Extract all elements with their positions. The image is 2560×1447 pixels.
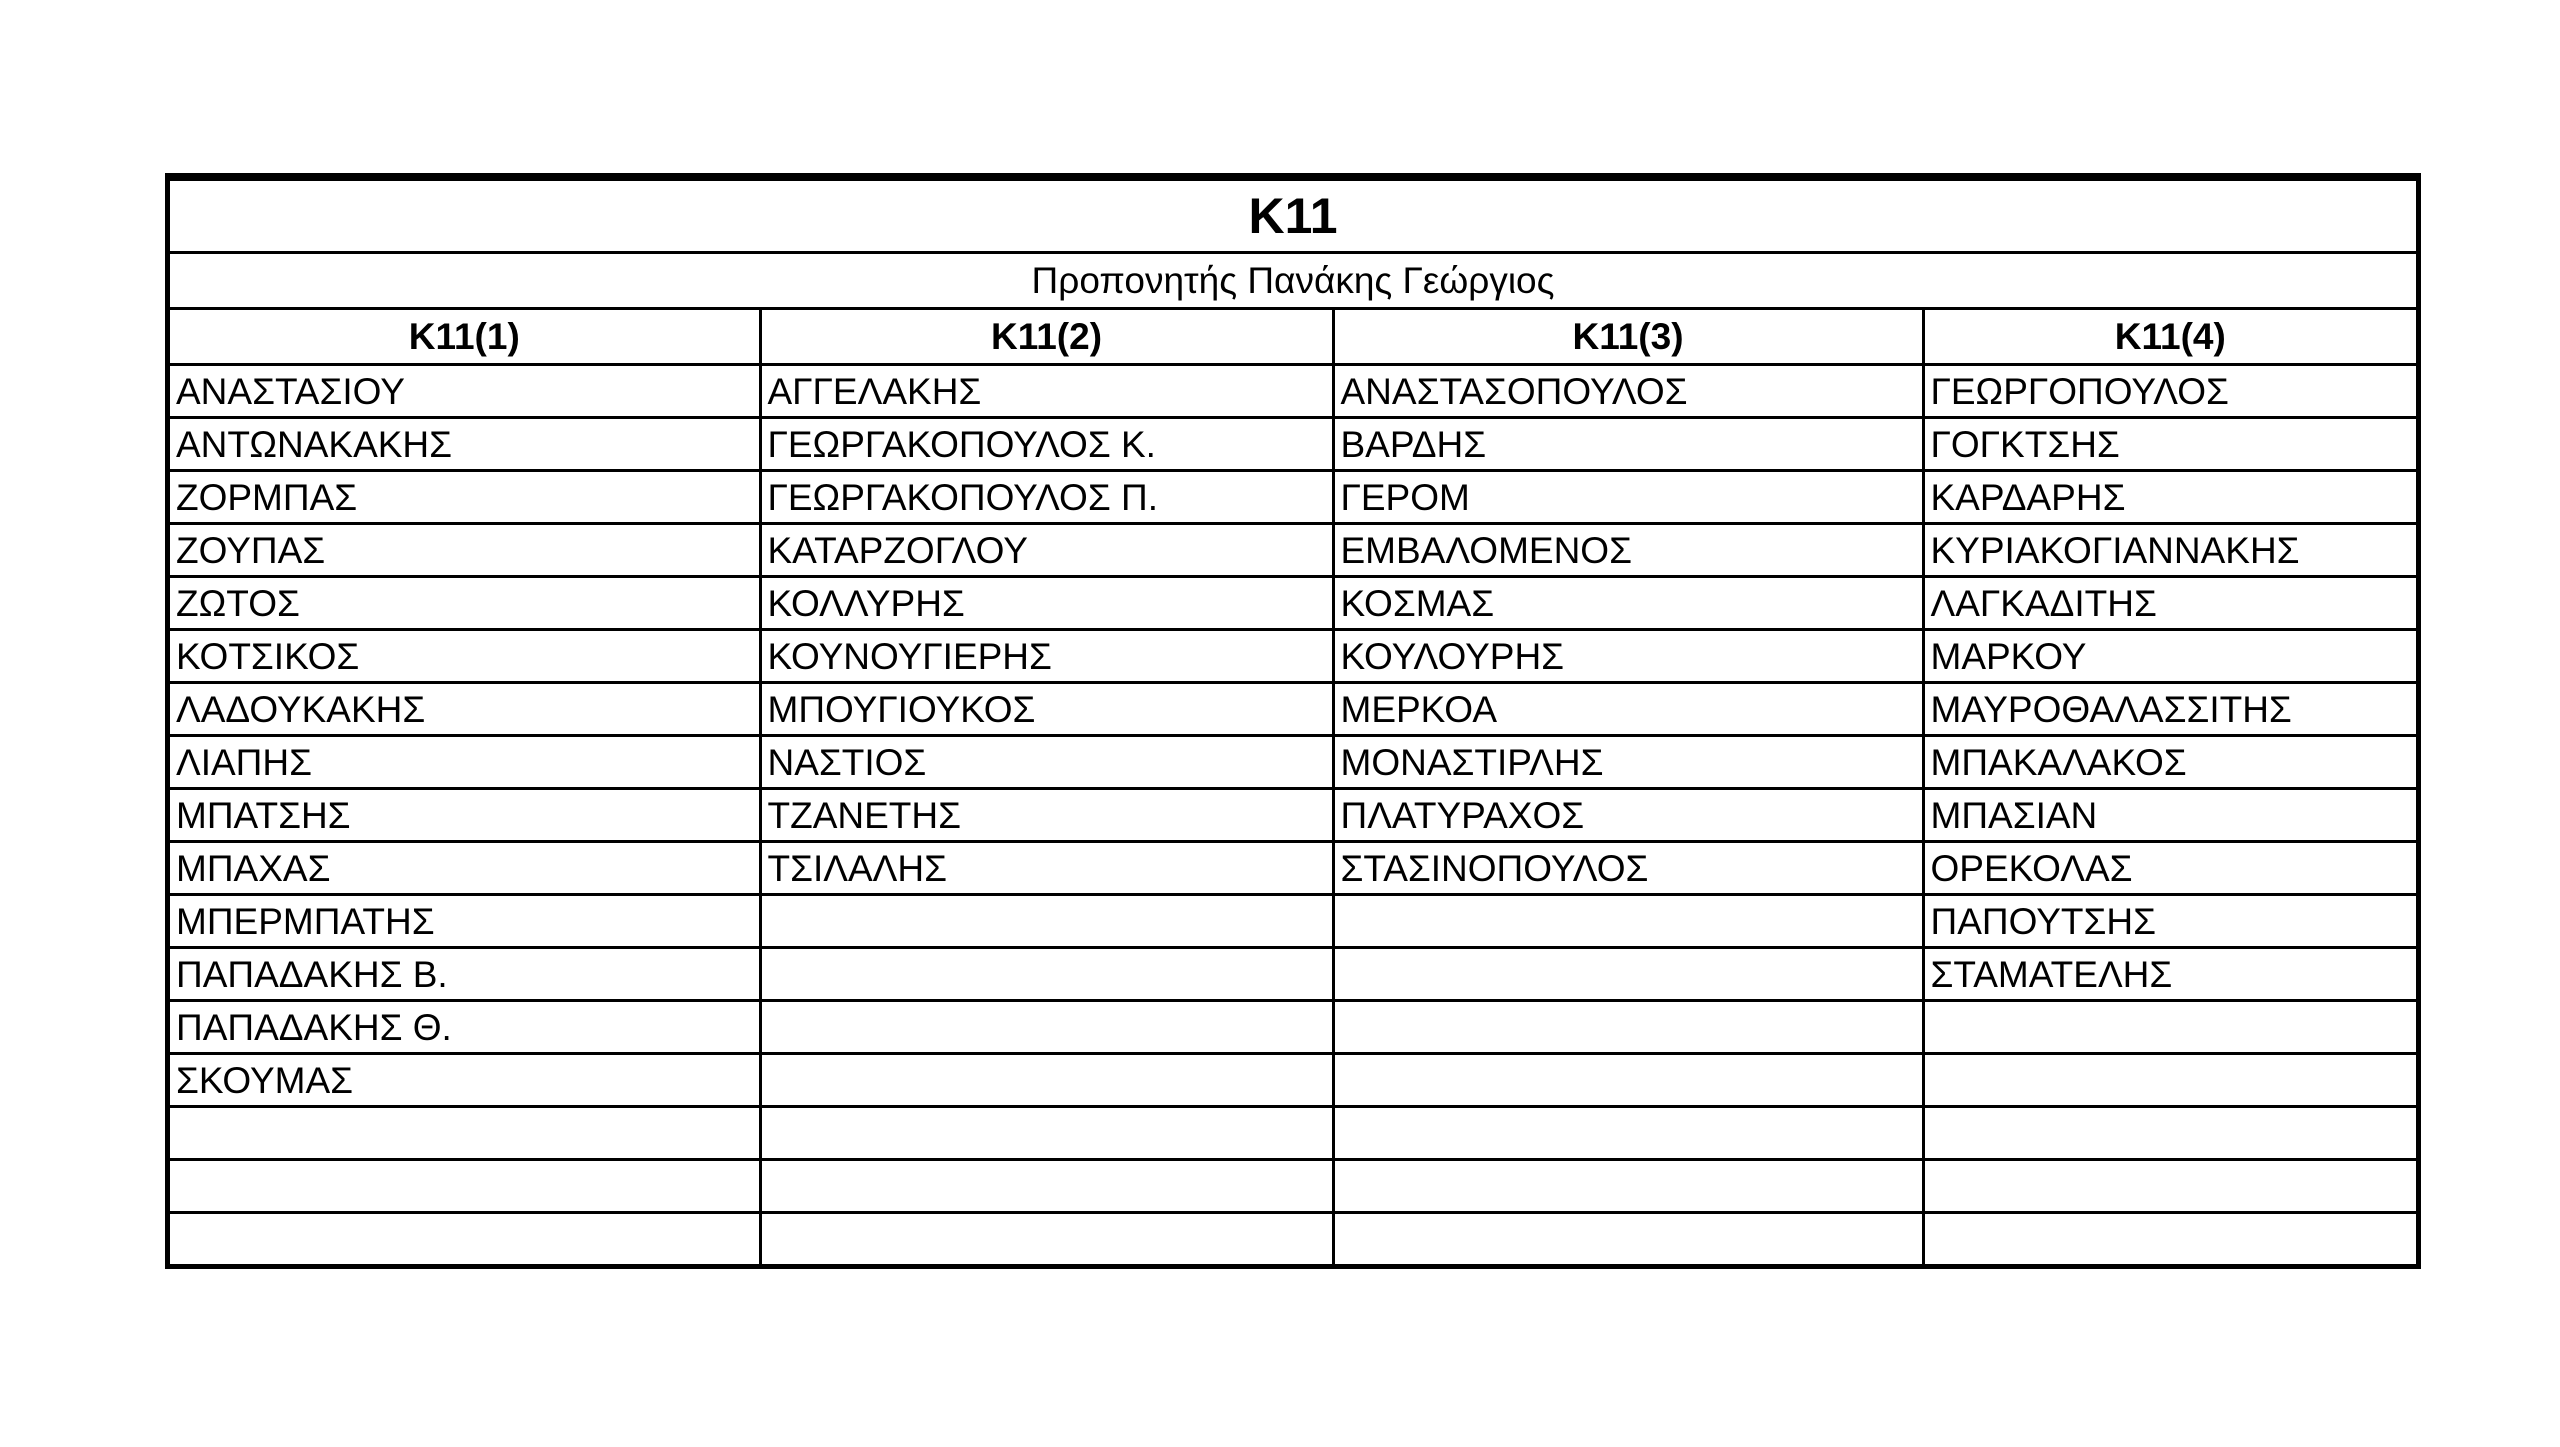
player-cell bbox=[760, 895, 1333, 948]
player-cell: ΠΑΠΑΔΑΚΗΣ Θ. bbox=[170, 1001, 760, 1054]
column-header: K11(3) bbox=[1333, 309, 1923, 365]
table-row bbox=[170, 683, 2416, 736]
column-header: K11(1) bbox=[170, 309, 760, 365]
table-row bbox=[170, 630, 2416, 683]
player-cell: ΓΕΩΡΓΟΠΟΥΛΟΣ bbox=[1923, 365, 2416, 418]
player-cell: ΛΑΓΚΑΔΙΤΗΣ bbox=[1923, 577, 2416, 630]
table-row bbox=[170, 1054, 2416, 1107]
table-row bbox=[170, 365, 2416, 418]
player-cell: ΚΟΥΝΟΥΓΙΕΡΗΣ bbox=[760, 630, 1333, 683]
table-row bbox=[170, 1107, 2416, 1160]
player-cell: ΤΖΑΝΕΤΗΣ bbox=[760, 789, 1333, 842]
player-cell bbox=[1923, 1001, 2416, 1054]
column-header: K11(4) bbox=[1923, 309, 2416, 365]
player-cell bbox=[1333, 1160, 1923, 1213]
player-cell: ΚΟΥΛΟΥΡΗΣ bbox=[1333, 630, 1923, 683]
player-cell: ΟΡΕΚΟΛΑΣ bbox=[1923, 842, 2416, 895]
player-cell: ΜΑΥΡΟΘΑΛΑΣΣΙΤΗΣ bbox=[1923, 683, 2416, 736]
player-cell: ΚΥΡΙΑΚΟΓΙΑΝΝΑΚΗΣ bbox=[1923, 524, 2416, 577]
column-header: K11(2) bbox=[760, 309, 1333, 365]
table-row bbox=[170, 418, 2416, 471]
roster-table bbox=[170, 178, 2416, 1264]
player-cell: ΚΟΤΣΙΚΟΣ bbox=[170, 630, 760, 683]
player-cell: ΑΓΓΕΛΑΚΗΣ bbox=[760, 365, 1333, 418]
table-row bbox=[170, 1213, 2416, 1265]
player-cell: ΚΟΛΛΥΡΗΣ bbox=[760, 577, 1333, 630]
player-cell: ΛΙΑΠΗΣ bbox=[170, 736, 760, 789]
player-cell bbox=[1333, 895, 1923, 948]
table-row bbox=[170, 524, 2416, 577]
player-cell: ΒΑΡΔΗΣ bbox=[1333, 418, 1923, 471]
player-cell: ΑΝΑΣΤΑΣΟΠΟΥΛΟΣ bbox=[1333, 365, 1923, 418]
player-cell bbox=[170, 1213, 760, 1265]
player-cell: ΤΣΙΛΑΛΗΣ bbox=[760, 842, 1333, 895]
player-cell: ΜΑΡΚΟΥ bbox=[1923, 630, 2416, 683]
table-row bbox=[170, 789, 2416, 842]
table-row bbox=[170, 736, 2416, 789]
title-row bbox=[170, 180, 2416, 253]
page-title: K11 bbox=[170, 180, 2416, 253]
table-row bbox=[170, 471, 2416, 524]
player-cell: ΣΤΑΜΑΤΕΛΗΣ bbox=[1923, 948, 2416, 1001]
player-cell bbox=[760, 1213, 1333, 1265]
player-cell: ΚΟΣΜΑΣ bbox=[1333, 577, 1923, 630]
roster-body bbox=[170, 365, 2416, 1265]
player-cell: ΜΠΕΡΜΠΑΤΗΣ bbox=[170, 895, 760, 948]
player-cell: ΝΑΣΤΙΟΣ bbox=[760, 736, 1333, 789]
player-cell: ΚΑΤΑΡΖΟΓΛΟΥ bbox=[760, 524, 1333, 577]
player-cell: ΣΤΑΣΙΝΟΠΟΥΛΟΣ bbox=[1333, 842, 1923, 895]
player-cell: ΠΑΠΑΔΑΚΗΣ Β. bbox=[170, 948, 760, 1001]
coach-name: Προπονητής Πανάκης Γεώργιος bbox=[170, 253, 2416, 309]
player-cell bbox=[760, 1160, 1333, 1213]
player-cell: ΖΩΤΟΣ bbox=[170, 577, 760, 630]
player-cell: ΜΠΟΥΓΙΟΥΚΟΣ bbox=[760, 683, 1333, 736]
player-cell: ΜΠΑΣΙΑΝ bbox=[1923, 789, 2416, 842]
player-cell: ΜΠΑΚΑΛΑΚΟΣ bbox=[1923, 736, 2416, 789]
player-cell bbox=[760, 1054, 1333, 1107]
player-cell bbox=[1923, 1054, 2416, 1107]
table-row bbox=[170, 842, 2416, 895]
player-cell bbox=[760, 948, 1333, 1001]
player-cell: ΖΟΡΜΠΑΣ bbox=[170, 471, 760, 524]
player-cell: ΓΟΓΚΤΣΗΣ bbox=[1923, 418, 2416, 471]
player-cell: ΕΜΒΑΛΟΜΕΝΟΣ bbox=[1333, 524, 1923, 577]
player-cell bbox=[760, 1001, 1333, 1054]
roster-sheet bbox=[165, 173, 2421, 1269]
player-cell bbox=[170, 1107, 760, 1160]
player-cell: ΣΚΟΥΜΑΣ bbox=[170, 1054, 760, 1107]
player-cell: ΓΕΩΡΓΑΚΟΠΟΥΛΟΣ Π. bbox=[760, 471, 1333, 524]
player-cell bbox=[1333, 948, 1923, 1001]
player-cell: ΚΑΡΔΑΡΗΣ bbox=[1923, 471, 2416, 524]
player-cell bbox=[760, 1107, 1333, 1160]
player-cell: ΜΟΝΑΣΤΙΡΛΗΣ bbox=[1333, 736, 1923, 789]
player-cell: ΛΑΔΟΥΚΑΚΗΣ bbox=[170, 683, 760, 736]
player-cell: ΜΕΡΚΟΑ bbox=[1333, 683, 1923, 736]
player-cell bbox=[1923, 1213, 2416, 1265]
player-cell bbox=[1333, 1107, 1923, 1160]
player-cell: ΜΠΑΧΑΣ bbox=[170, 842, 760, 895]
table-row bbox=[170, 1001, 2416, 1054]
column-header-row bbox=[170, 309, 2416, 365]
player-cell: ΑΝΑΣΤΑΣΙΟΥ bbox=[170, 365, 760, 418]
player-cell bbox=[1333, 1054, 1923, 1107]
table-row bbox=[170, 1160, 2416, 1213]
player-cell bbox=[170, 1160, 760, 1213]
player-cell: ΖΟΥΠΑΣ bbox=[170, 524, 760, 577]
player-cell bbox=[1923, 1107, 2416, 1160]
table-row bbox=[170, 577, 2416, 630]
coach-row bbox=[170, 253, 2416, 309]
player-cell: ΠΛΑΤΥΡΑΧΟΣ bbox=[1333, 789, 1923, 842]
player-cell bbox=[1333, 1001, 1923, 1054]
player-cell: ΓΕΡΟΜ bbox=[1333, 471, 1923, 524]
player-cell: ΜΠΑΤΣΗΣ bbox=[170, 789, 760, 842]
player-cell: ΠΑΠΟΥΤΣΗΣ bbox=[1923, 895, 2416, 948]
player-cell: ΑΝΤΩΝΑΚΑΚΗΣ bbox=[170, 418, 760, 471]
table-row bbox=[170, 895, 2416, 948]
player-cell bbox=[1333, 1213, 1923, 1265]
player-cell: ΓΕΩΡΓΑΚΟΠΟΥΛΟΣ Κ. bbox=[760, 418, 1333, 471]
player-cell bbox=[1923, 1160, 2416, 1213]
table-row bbox=[170, 948, 2416, 1001]
